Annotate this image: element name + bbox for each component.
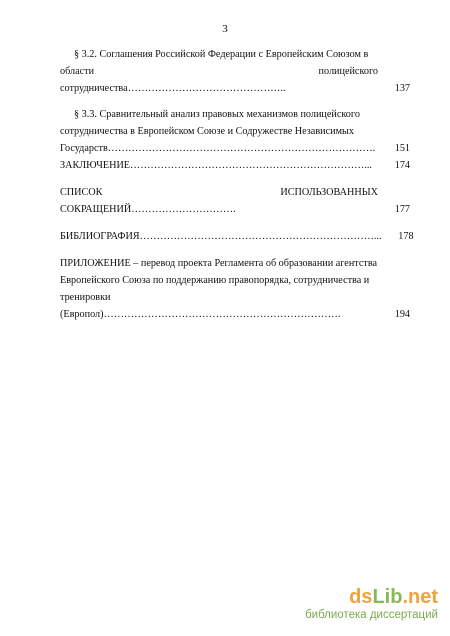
toc-entry-3-2 xyxy=(60,46,410,97)
page-number: 3 xyxy=(222,23,228,35)
toc-entry-bibliography xyxy=(60,228,414,245)
toc-entry-line: Европейского Союза по поддержанию правопорядка, сотрудничества и xyxy=(60,275,370,286)
toc-entry-line: § 3.3. Сравнительный анализ правовых механизмов полицейского xyxy=(74,109,360,120)
toc-entry-line: ПРИЛОЖЕНИЕ – перевод проекта Регламента об образовании агентства xyxy=(60,258,378,269)
toc-entry-line: области полицейского сотрудничества……………………………………….. xyxy=(60,66,378,94)
toc-entry-line: § 3.2. Соглашения Российской Федерации с Европейским Союзом в xyxy=(74,49,369,60)
toc-page-number: 174 xyxy=(394,160,410,171)
table-of-contents xyxy=(60,46,414,323)
toc-entry-abbreviations xyxy=(60,184,410,218)
toc-entry-3-3 xyxy=(60,106,410,157)
toc-entry-line: Государств……………………………………………………………………. xyxy=(60,143,376,154)
toc-entry-conclusion xyxy=(60,157,410,174)
toc-page-number: 177 xyxy=(394,204,410,215)
toc-entry-line: тренировки (Европол)……………………………………………………………. xyxy=(60,292,341,320)
toc-entry-appendix xyxy=(60,255,410,323)
dslib-tagline: библиотека диссертаций xyxy=(305,609,438,621)
toc-page-number: 194 xyxy=(394,309,410,320)
toc-entry-line: ЗАКЛЮЧЕНИЕ……………………………………………………………... xyxy=(60,160,372,171)
toc-page-number: 178 xyxy=(398,231,414,242)
toc-page-number: 151 xyxy=(394,143,410,154)
toc-entry-line: БИБЛИОГРАФИЯ……………………………………………………………... xyxy=(60,231,382,242)
toc-page-number: 137 xyxy=(394,83,410,94)
toc-entry-line: сотрудничества в Европейском Союзе и Содружестве Независимых xyxy=(60,126,354,137)
toc-entry-line: СПИСОК ИСПОЛЬЗОВАННЫХ СОКРАЩЕНИЙ…………………………. xyxy=(60,187,378,215)
dslib-watermark xyxy=(305,587,438,622)
dslib-logo: dsLib.net xyxy=(349,586,438,608)
